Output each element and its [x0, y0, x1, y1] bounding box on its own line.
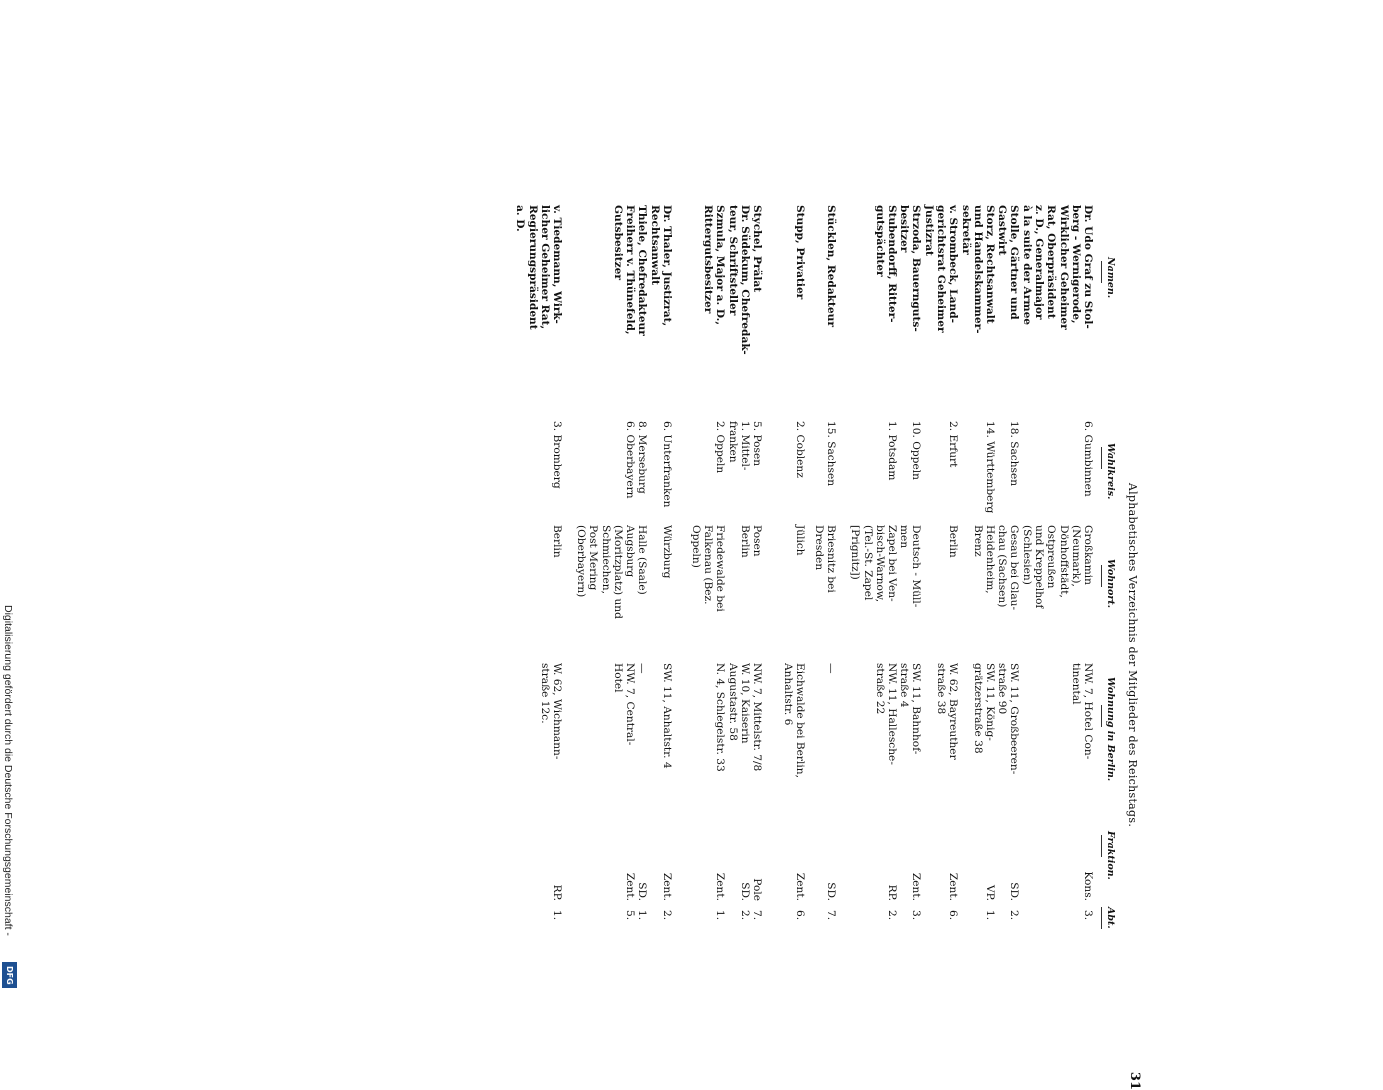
wahlkreis-cell: 1. Mittel- franken: [726, 421, 751, 471]
fraktion-cell: RP.: [551, 884, 563, 901]
table-row: [636, 205, 648, 1090]
col-header-name: Namen.: [1105, 257, 1116, 299]
header-rule: [1101, 565, 1102, 587]
wahlkreis-cell: 5. Posen: [751, 421, 763, 467]
berlin-address-cell: W. 62, Bayreuther straße 38: [934, 663, 959, 760]
member-name: Freiherr v. Thünefeld, Gutsbesitzer: [611, 205, 636, 335]
abteilung-cell: 5.: [624, 910, 636, 921]
wohnort-cell: Halle (Saale): [636, 525, 648, 595]
member-name: Stubendorff, Ritter- gutspächter: [873, 205, 898, 323]
berlin-address-cell: NW. 7, Central- Hotel: [611, 663, 636, 746]
wahlkreis-cell: 1. Potsdam: [886, 421, 898, 481]
table-row: [922, 205, 959, 1090]
wahlkreis-cell: 2. Oppeln: [714, 421, 726, 474]
table-row: [751, 205, 763, 1090]
fraktion-cell: SD.: [636, 882, 648, 901]
berlin-address-cell: SW. 11, Großbeeren- straße 90: [995, 663, 1020, 775]
abteilung-cell: 7.: [825, 910, 837, 921]
page-number: 31: [1127, 1071, 1142, 1090]
wohnort-cell: Friedewalde bei Falkenau (Bez. Oppeln): [689, 525, 726, 612]
member-name: Thiele, Chefredakteur: [636, 205, 648, 336]
fraktion-cell: Pole: [751, 878, 763, 901]
wahlkreis-cell: 18. Sachsen: [1008, 421, 1020, 487]
page-content: [514, 205, 1142, 1090]
header-rule: [1101, 705, 1102, 727]
col-header-abt: Abt.: [1105, 907, 1116, 929]
abteilung-cell: 3.: [1082, 910, 1094, 921]
member-table: [514, 205, 1094, 1090]
abteilung-cell: 1.: [984, 910, 996, 921]
berlin-address-cell: N. 4, Schlegelstr. 33: [714, 663, 726, 772]
fraktion-cell: SD.: [739, 882, 751, 901]
abteilung-cell: 2.: [661, 910, 673, 921]
wohnort-cell: Großkamin (Neumark), Dönhoffstädt, Ostpreußen und Kreppelhof (Schlesien): [1020, 525, 1094, 609]
col-header-berlin: Wohnung in Berlin.: [1105, 677, 1116, 782]
wohnort-cell: Würzburg: [661, 525, 673, 579]
fraktion-cell: Zent.: [624, 872, 636, 901]
berlin-address-cell: SW. 11, Bahnhof- straße 4: [897, 663, 922, 755]
wohnort-cell: Heidenheim, Brenz: [971, 525, 996, 594]
header-rule: [1101, 261, 1102, 283]
col-header-wahlkreis: Wahlkreis.: [1105, 443, 1116, 500]
wahlkreis-cell: 8. Merseburg: [636, 421, 648, 494]
header-rule: [1101, 907, 1102, 929]
fraktion-cell: Zent.: [910, 872, 922, 901]
table-row: [769, 205, 806, 1090]
wohnort-cell: Deutsch - Müll- men: [897, 525, 922, 608]
berlin-address-cell: W. 10, Kaiserin Augustastr. 58: [726, 663, 751, 744]
credit-text: Digitalisierung gefördert durch die Deutsche Forschungsgemeinschaft -: [2, 605, 14, 936]
wohnort-cell: Jülich: [794, 525, 806, 556]
member-name: Stupp, Privatier: [794, 205, 806, 300]
abteilung-cell: 1.: [636, 910, 648, 921]
page-header: [1122, 205, 1140, 1090]
berlin-address-cell: SW. 11, Anhaltstr. 4: [661, 663, 673, 769]
fraktion-cell: Zent.: [714, 872, 726, 901]
wahlkreis-cell: 14. Württemberg: [984, 421, 996, 514]
fraktion-cell: Zent.: [661, 872, 673, 901]
member-name: Stolle, Gärtner und Gastwirt: [995, 205, 1020, 320]
abteilung-cell: 2.: [1008, 910, 1020, 921]
scanned-page: [514, 205, 1142, 1090]
fraktion-cell: RP.: [886, 884, 898, 901]
table-row: [648, 205, 673, 1090]
table-row: [689, 205, 726, 1090]
member-name: Dr. Thaler, Justizrat, Rechtsanwalt: [648, 205, 673, 327]
abteilung-cell: 1.: [714, 910, 726, 921]
wahlkreis-cell: 6. Oberbayern: [624, 421, 636, 499]
abteilung-cell: 6.: [947, 910, 959, 921]
wahlkreis-cell: 3. Bromberg: [551, 421, 563, 489]
member-name: Stychel, Prälat: [751, 205, 763, 293]
abteilung-cell: 2.: [886, 910, 898, 921]
table-row: [812, 205, 837, 1090]
member-name: v. Tiedemann, Wirk- licher Geheimer Rat, Regierungspräsident a. D.: [514, 205, 563, 330]
berlin-address-cell: NW. 11, Hallesche- straße 22: [873, 663, 898, 765]
abteilung-cell: 7.: [751, 910, 763, 921]
wahlkreis-cell: 2. Coblenz: [794, 421, 806, 478]
table-row: [996, 205, 1020, 1090]
wohnort-cell: Posen: [751, 525, 763, 557]
credit-strip: [0, 0, 22, 1000]
member-name: v. Strombeck, Land- gerichtsrat Geheimer Justizrat: [922, 205, 959, 333]
table-row: [849, 205, 898, 1090]
wahlkreis-cell: 10. Oppeln: [910, 421, 922, 480]
wohnort-cell: Briesnitz bei Dresden: [812, 525, 837, 593]
abteilung-cell: 3.: [910, 910, 922, 921]
berlin-address-cell: NW. 7, Hotel Con- tinental: [1069, 663, 1094, 760]
table-row: [1020, 205, 1094, 1090]
column-headers: [1100, 205, 1116, 1090]
fraktion-cell: Zent.: [794, 872, 806, 901]
member-name: Dr. Udo Graf zu Stol- berg - Wernigerode, Wirklicher Geheimer Rat, Oberpräsident z. D., Generalmajor à la suite der Armee: [1020, 205, 1094, 330]
header-rule: [1101, 447, 1102, 469]
wohnort-cell: Gesau bei Glau- chau (Sachsen): [995, 525, 1020, 611]
wohnort-cell: Augsburg (Moritzplatz) und Schmiechen, Post Mering (Oberbayern): [575, 525, 636, 619]
table-row: [575, 205, 636, 1090]
wohnort-cell: Berlin: [551, 525, 563, 558]
wahlkreis-cell: 6. Gumbinnen: [1082, 421, 1094, 497]
member-name: Stücklen, Redakteur: [825, 205, 837, 327]
fraktion-cell: SD.: [1008, 882, 1020, 901]
wohnort-cell: Berlin: [947, 525, 959, 558]
table-row: [514, 205, 563, 1090]
member-name: Szmula, Major a. D., Rittergutsbesitzer: [701, 205, 726, 326]
col-header-fraktion: Fraktion.: [1105, 831, 1116, 880]
wahlkreis-cell: 15. Sachsen: [825, 421, 837, 487]
fraktion-cell: SD.: [825, 882, 837, 901]
page-title: Alphabetisches Verzeichnis der Mitglieder des Reichstags.: [1126, 482, 1139, 828]
wohnort-cell: Zapel bei Ven- bisch-Warnow, (Tel.-St. Zapel [Prignitz]): [849, 525, 898, 603]
berlin-address-cell: Eichwalde bei Berlin, Anhaltstr. 6: [781, 663, 806, 778]
member-name: Strzoda, Bauernguts- besitzer: [897, 205, 922, 332]
col-header-wohnort: Wohnort.: [1105, 559, 1116, 609]
member-name: Storz, Rechtsanwalt und Handelskammer- sekretär: [959, 205, 996, 334]
berlin-address-cell: —: [825, 663, 837, 674]
table-row: [959, 205, 996, 1090]
member-name: Dr. Südekum, Chefredak- teur, Schriftsteller: [726, 205, 751, 355]
berlin-address-cell: W. 62, Wichmann- straße 12c.: [538, 663, 563, 760]
fraktion-cell: VP.: [984, 885, 996, 901]
table-row: [726, 205, 751, 1090]
abteilung-cell: 2.: [739, 910, 751, 921]
abteilung-cell: 1.: [551, 910, 563, 921]
wohnort-cell: Berlin: [739, 525, 751, 558]
abteilung-cell: 6.: [794, 910, 806, 921]
fraktion-cell: Zent.: [947, 872, 959, 901]
fraktion-cell: Kons.: [1082, 871, 1094, 901]
berlin-address-cell: —: [636, 663, 648, 674]
wahlkreis-cell: 6. Unterfranken: [661, 421, 673, 508]
wahlkreis-cell: 2. Erfurt: [947, 421, 959, 468]
berlin-address-cell: NW. 7, Mittelstr. 7/8: [751, 663, 763, 772]
dfg-logo: DFG: [2, 962, 17, 988]
berlin-address-cell: SW. 11, König- grätzerstraße 38: [971, 663, 996, 754]
table-row: [898, 205, 922, 1090]
header-rule: [1101, 835, 1102, 857]
